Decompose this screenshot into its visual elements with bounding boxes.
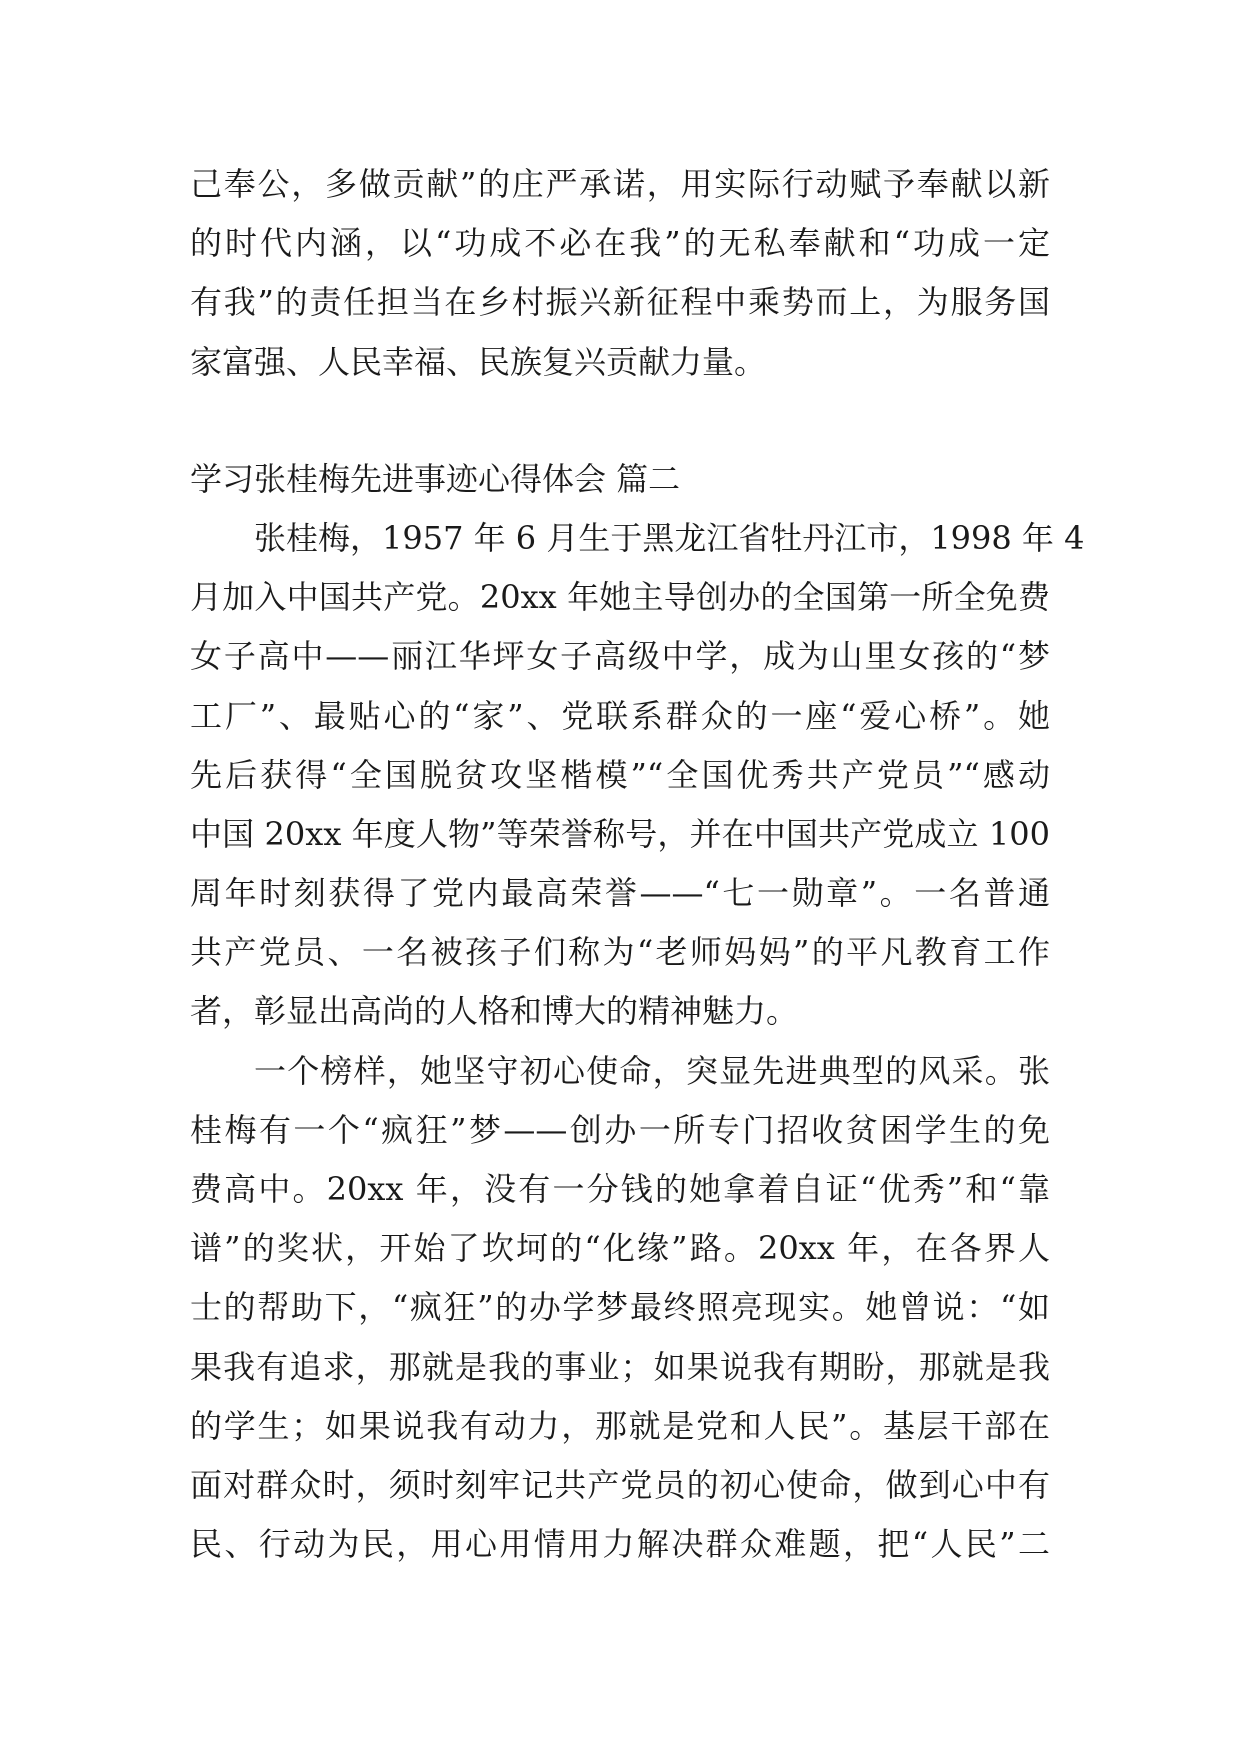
paragraph-3-line: 士的帮助下，“疯狂”的办学梦最终照亮现实。她曾说：“如: [190, 1288, 1050, 1327]
document-body: [190, 155, 1085, 1574]
paragraph-1-line: 家富强、人民幸福、民族复兴贡献力量。: [190, 342, 767, 381]
paragraph-3-line: 谱”的奖状，开始了坎坷的“化缘”路。20xx 年，在各界人: [190, 1229, 1050, 1268]
paragraph-3-line: 果我有追求，那就是我的事业；如果说我有期盼，那就是我: [190, 1347, 1050, 1386]
paragraph-1-line: 己奉公，多做贡献”的庄严承诺，用实际行动赋予奉献以新: [190, 165, 1050, 203]
paragraph-2-line: 中国 20xx 年度人物”等荣誉称号，并在中国共产党成立 100: [190, 814, 1050, 853]
paragraph-1: [190, 155, 1050, 392]
paragraph-3-line: 民、行动为民，用心用情用力解决群众难题，把“人民”二: [190, 1525, 1050, 1564]
paragraph-2-line: 周年时刻获得了党内最高荣誉——“七一勋章”。一名普通: [190, 874, 1050, 913]
paragraph-1-line: 有我”的责任担当在乡村振兴新征程中乘势而上，为服务国: [190, 283, 1050, 322]
paragraph-3-line: 面对群众时，须时刻牢记共产党员的初心使命，做到心中有: [190, 1465, 1050, 1504]
paragraph-2-line: 者，彰显出高尚的人格和博大的精神魅力。: [190, 992, 799, 1031]
paragraph-2-line: 工厂”、最贴心的“家”、党联系群众的一座“爱心桥”。她: [190, 696, 1050, 735]
paragraph-1-line: 的时代内涵，以“功成不必在我”的无私奉献和“功成一定: [190, 224, 1050, 263]
paragraph-2-line: 共产党员、一名被孩子们称为“老师妈妈”的平凡教育工作: [190, 933, 1050, 972]
section-heading: 学习张桂梅先进事迹心得体会 篇二: [190, 459, 681, 498]
paragraph-3-line: 桂梅有一个“疯狂”梦——创办一所专门招收贫困学生的免: [190, 1110, 1050, 1149]
paragraph-2-line: 月加入中国共产党。20xx 年她主导创办的全国第一所全免费: [190, 578, 1050, 617]
paragraph-3-line: 的学生；如果说我有动力，那就是党和人民”。基层干部在: [190, 1406, 1050, 1445]
paragraph-2-line: 女子高中——丽江华坪女子高级中学，成为山里女孩的“梦: [190, 637, 1050, 676]
paragraph-2: [190, 509, 1085, 1042]
paragraph-3: [190, 1042, 1050, 1575]
paragraph-3-line: 费高中。20xx 年，没有一分钱的她拿着自证“优秀”和“靠: [190, 1170, 1050, 1208]
paragraph-2-line: 张桂梅，1957 年 6 月生于黑龙江省牡丹江市，1998 年 4: [254, 518, 1085, 557]
paragraph-2-line: 先后获得“全国脱贫攻坚楷模”“全国优秀共产党员”“感动: [190, 755, 1050, 794]
paragraph-3-line: 一个榜样，她坚守初心使命，突显先进典型的风采。张: [254, 1051, 1050, 1090]
